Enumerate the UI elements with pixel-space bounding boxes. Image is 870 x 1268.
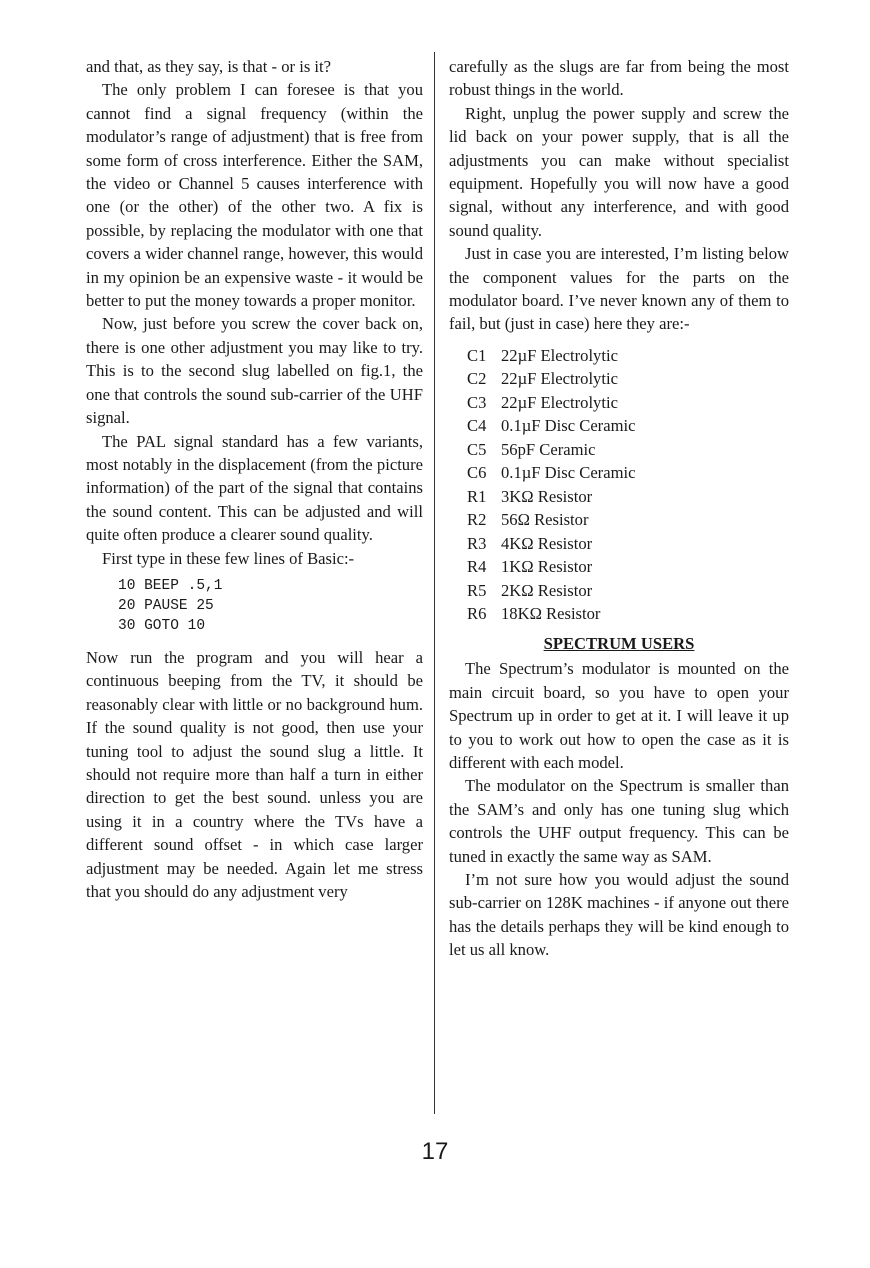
component-value: 2KΩ Resistor: [501, 580, 593, 600]
component-row: [467, 532, 789, 556]
paragraph: First type in these few lines of Basic:-: [102, 548, 355, 568]
component-id: R5: [467, 580, 487, 600]
component-row: [467, 602, 789, 626]
paragraph: Now, just before you screw the cover back on, there is one other adjustment you may like to try. This is to the second slug labelled on fig.1, the one that controls the sound sub-carrier of the UHF signal.: [86, 314, 423, 428]
component-row: [467, 344, 789, 368]
paragraph: and that, as they say, is that - or is it?: [86, 57, 332, 76]
component-value: 22µF Electrolytic: [501, 392, 618, 412]
component-row: [467, 414, 789, 438]
component-row: [467, 485, 789, 509]
component-value: 0.1µF Disc Ceramic: [501, 463, 636, 483]
right-column: [449, 55, 789, 962]
component-value: 0.1µF Disc Ceramic: [501, 416, 636, 436]
component-id: C1: [467, 345, 487, 365]
component-id: C5: [467, 439, 487, 459]
component-value: 1KΩ Resistor: [501, 557, 593, 577]
paragraph: Just in case you are interested, I’m listing below the component values for the parts on the modulator board. I’ve never known any of them to fail, but (just in case) here they are:-: [449, 244, 789, 334]
component-value: 22µF Electrolytic: [501, 345, 618, 365]
component-row: [467, 461, 789, 485]
code-line: 20 PAUSE 25: [118, 597, 214, 614]
component-row: [467, 367, 789, 391]
component-id: C2: [467, 369, 487, 389]
component-id: R3: [467, 533, 487, 553]
component-id: C6: [467, 463, 487, 483]
column-divider: [434, 52, 435, 1114]
paragraph: The Spectrum’s modulator is mounted on the main circuit board, so you have to open your Spectrum up in order to get at it. I will leave it up to you to work out how to open the case as it is different with each model.: [449, 659, 789, 772]
component-value: 3KΩ Resistor: [501, 486, 593, 506]
paragraph: The modulator on the Spectrum is smaller than the SAM’s and only has one tuning slug which controls the UHF output frequency. This can be tuned in exactly the same way as SAM.: [449, 776, 789, 866]
paragraph: Now run the program and you will hear a continuous beeping from the TV, it should be reasonably clear with little or no background hum. If the sound quality is not good, then use your tuning tool to adjust the sound slug a little. It should not require more than half a turn in either direction to get the best sound. unless you are using it in a country where the TVs have a different sound offset - in which case larger adjustment may be needed. Again let me stress that you should do any adjustment very: [86, 647, 423, 901]
component-id: R2: [467, 510, 487, 530]
page-number: 17: [421, 1138, 449, 1165]
code-line: 10 BEEP .5,1: [118, 577, 223, 594]
component-id: C4: [467, 416, 487, 436]
component-row: [467, 579, 789, 603]
paragraph: carefully as the slugs are far from being the most robust things in the world.: [449, 57, 789, 100]
component-value: 18KΩ Resistor: [501, 604, 601, 624]
left-column: [86, 55, 423, 903]
component-id: C3: [467, 392, 487, 412]
component-row: [467, 555, 789, 579]
section-heading: SPECTRUM USERS: [543, 633, 695, 653]
component-id: R6: [467, 604, 487, 624]
component-value: 56Ω Resistor: [501, 510, 589, 530]
component-row: [467, 391, 789, 415]
paragraph: The only problem I can foresee is that you cannot find a signal frequency (within the modulator’s range of adjustment) that is free from some form of cross interference. Either the SAM, the video or Channel 5 causes interference with one (or the other) of the other two. A fix is possible, by replacing the modulator with one that covers a wider channel range, however, this would in my opinion be an expensive waste - it would be better to put the money towards a proper monitor.: [86, 80, 423, 311]
paragraph: Right, unplug the power supply and screw the lid back on your power supply, that is all the adjustments you can make without specialist equipment. Hopefully you will now have a good signal, without any interference, and with good sound quality.: [449, 103, 789, 240]
component-list: [467, 344, 789, 626]
code-line: 30 GOTO 10: [118, 617, 206, 634]
paragraph: I’m not sure how you would adjust the sound sub-carrier on 128K machines - if anyone out there has the details perhaps they will be kind enough to let us all know.: [449, 869, 789, 960]
component-id: R1: [467, 486, 487, 506]
paragraph: The PAL signal standard has a few variants, most notably in the displacement (from the picture information) of the part of the signal that contains the sound content. This can be adjusted and will quite often produce a clearer sound quality.: [86, 431, 423, 545]
component-row: [467, 438, 789, 462]
component-id: R4: [467, 557, 487, 577]
component-value: 56pF Ceramic: [501, 439, 596, 459]
component-value: 4KΩ Resistor: [501, 533, 593, 553]
component-row: [467, 508, 789, 532]
basic-code-listing: [118, 576, 423, 636]
component-value: 22µF Electrolytic: [501, 369, 618, 389]
